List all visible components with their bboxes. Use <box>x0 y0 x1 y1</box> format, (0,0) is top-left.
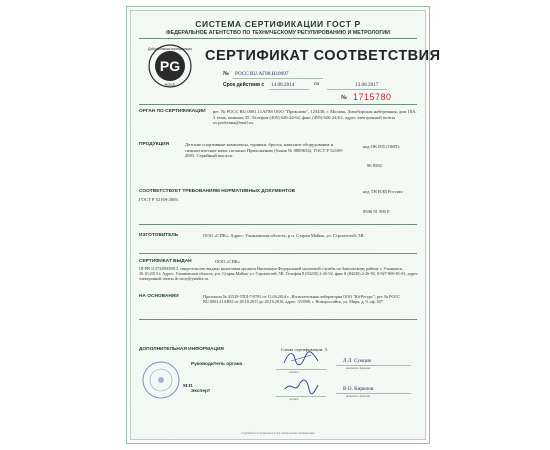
issued-to-label: СЕРТИФИКАТ ВЫДАН <box>139 259 192 264</box>
tnved-code-label: код ТН ВЭД России: <box>363 189 404 194</box>
validity-to-label: по <box>314 82 320 87</box>
certificate-sheet <box>126 6 441 444</box>
head-name: Л.Л. Сумцов <box>343 358 371 364</box>
validity-date-to: 13.08.2017 <box>355 82 379 88</box>
gost-r-logo <box>147 43 193 89</box>
product-label: ПРОДУКЦИЯ <box>139 142 170 147</box>
manufacturer-rule <box>139 253 417 254</box>
registration-rule <box>139 104 417 105</box>
compliance-rule <box>139 224 417 225</box>
form-number-sign: № <box>341 95 348 101</box>
system-title: СИСТЕМА СЕРТИФИКАЦИИ ГОСТ Р <box>195 19 361 29</box>
basis-rule <box>139 319 417 320</box>
signature-icon <box>281 349 321 369</box>
okp-code-value: 96 8582 <box>367 163 382 168</box>
additional-info-text: Схема сертификации: 3. <box>281 347 329 352</box>
head-signature-caption: подпись <box>289 371 299 374</box>
form-number: 1715780 <box>353 92 392 102</box>
validity-date-from: 14.08.2014 <box>271 82 295 88</box>
registration-number-line <box>233 78 323 79</box>
issued-to-text: ОГРН 1137329003913, свидетельство выдано налоговым органом Инспекция Федеральной налоговой службы по Заволжскому району г. Ульяновск, 30.10.2013 г. Адрес: Ульяновская область, р.п. Старая Майна, ул. Строителей, 5В. Телефон 8 (84230) 2-26-92, факс 8 (84230) 2-26-92, 8-927-800-81-81, адрес электронной почты tk-stroy@yandex.ru. <box>139 266 418 282</box>
expert-signature-line <box>276 396 326 397</box>
product-text: Детские спортивные комплексы, турники, брусья, навесное оборудование и гимнастические маты согласно Приложению (бланк № 0889654). ГОСТ Р 52169-2003. Серийный выпуск. <box>185 142 344 159</box>
expert-signature <box>281 377 321 397</box>
expert-signature-caption: подпись <box>289 398 299 401</box>
expert-label: Эксперт <box>191 389 211 394</box>
registration-number: РОСС RU.АГ88.Н10097 <box>235 71 289 77</box>
basis-label: НА ОСНОВАНИИ <box>139 294 179 299</box>
manufacturer-text: ООО «СПК». Адрес: Ульяновская область, р.п. Старая Майна, ул. Строителей, 5В. <box>203 233 365 238</box>
date-to-line <box>327 89 387 90</box>
cert-body-text: рег. № РОСС RU.0001.11АГ88 ООО "Проксима", 125438, г. Москва, Лихоборская набережная, дом 18А, 3 этаж, комната 35. Телефон (495) 626-24-62, факс (495) 626-24-62, адрес электронной почты os.proksima@mail.ru. <box>213 109 417 126</box>
okp-code-label: код ОК 005 (ОКП): <box>363 144 401 149</box>
cert-body-label: ОРГАН ПО СЕРТИФИКАЦИИ <box>139 109 206 114</box>
logo-top-text: Добровольная сертификация <box>148 47 192 51</box>
head-initials-caption: инициалы, фамилия <box>346 367 370 370</box>
official-stamp <box>141 360 181 400</box>
validity-label: Срок действия с <box>223 82 265 88</box>
basis-text: Протокола № 41529-ТПЛ-7-0781 от 11.04.2014 г., Испытательная лаборатория ООО "ЮгРесурс", рег. № РОСС RU.0001.21АВ93 от 28.10.2011 до 28.10.2016, адрес: 353900, г. Новороссийск, ул. Мира, д. 9, оф. 307 <box>203 294 401 305</box>
stamp-label: М.П. <box>183 383 194 388</box>
agency-title: ФЕДЕРАЛЬНОЕ АГЕНТСТВО ПО ТЕХНИЧЕСКОМУ РЕГУЛИРОВАНИЮ И МЕТРОЛОГИИ <box>166 30 390 36</box>
head-signature-line <box>276 369 326 370</box>
additional-info-label: ДОПОЛНИТЕЛЬНАЯ ИНФОРМАЦИЯ <box>139 347 224 352</box>
signature-icon <box>281 377 321 397</box>
certificate-border <box>130 10 441 440</box>
head-name-line <box>336 365 411 366</box>
logo-bottom-text: ROSS <box>165 83 175 87</box>
head-signature <box>281 349 321 369</box>
footer-note: Сертификат не применяется при обязательной сертификации <box>241 431 315 435</box>
header-rule <box>139 38 417 39</box>
stamp-icon <box>141 360 181 400</box>
issued-to-name: ООО «СПК» <box>215 259 241 264</box>
expert-name: В.О. Кирилов <box>343 386 374 392</box>
date-from-line <box>269 89 309 90</box>
manufacturer-label: ИЗГОТОВИТЕЛЬ <box>139 233 179 238</box>
expert-initials-caption: инициалы, фамилия <box>346 395 370 398</box>
number-sign: № <box>223 71 230 77</box>
compliance-text: ГОСТ Р 52169-2003 <box>139 197 178 202</box>
document-title: СЕРТИФИКАТ СООТВЕТСТВИЯ <box>205 48 441 64</box>
head-of-body-label: Руководитель органа <box>191 362 243 367</box>
compliance-label: СООТВЕТСТВУЕТ ТРЕБОВАНИЯМ НОРМАТИВНЫХ ДОКУМЕНТОВ <box>139 189 296 194</box>
gost-r-logo-icon <box>147 43 193 89</box>
expert-name-line <box>336 393 411 394</box>
tnved-code-value: 9506 91 900 0 <box>363 209 390 214</box>
logo-letters: PG <box>159 58 181 74</box>
